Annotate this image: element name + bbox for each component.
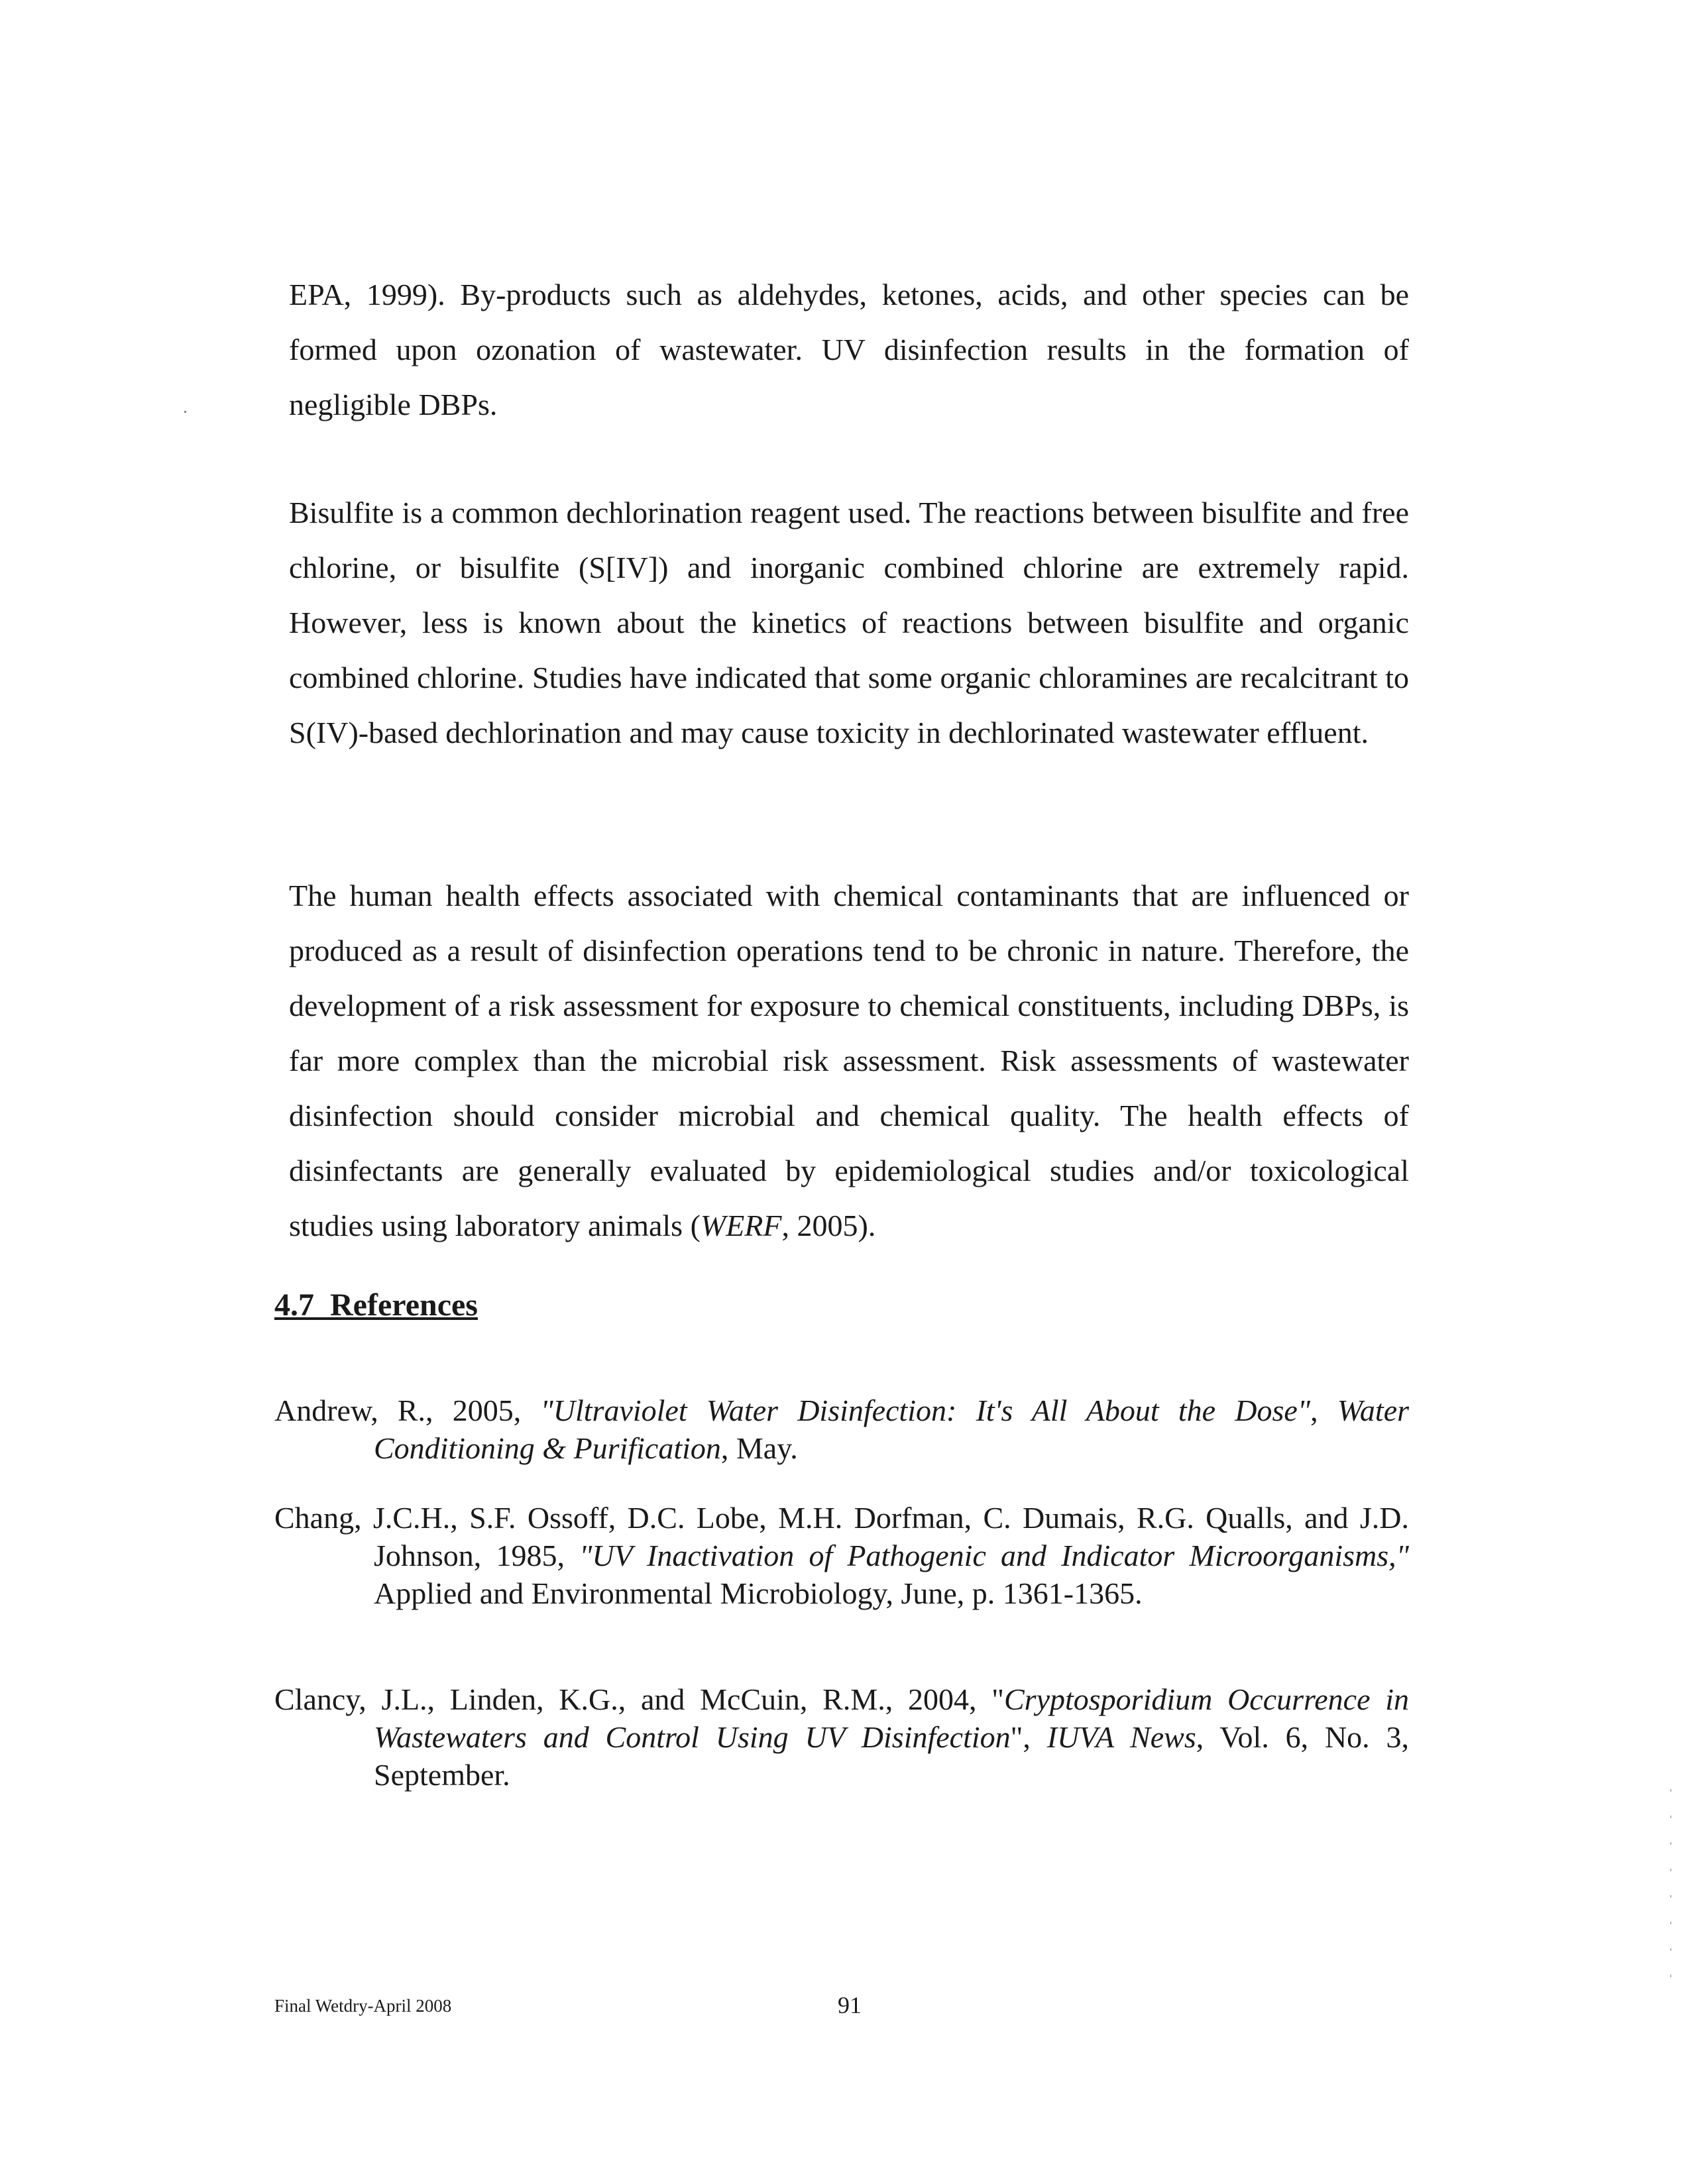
references-heading: 4.7 References (274, 1287, 478, 1323)
body-paragraph-2: Bisulfite is a common dechlorination reagent used. The reactions between bisulfite and free chlorine, or bisulfite (S[IV]) and inorganic combined chlorine are extremely rapid. However, less is known about the kinetics of reactions between bisulfite and organic combined chlorine. Studies have indicated that some organic chloramines are recalcitrant to S(IV)-based dechlorination and may cause toxicity in dechlorinated wastewater effluent. (289, 496, 1409, 749)
reference-authors: Andrew, R., 2005, (274, 1393, 541, 1427)
reference-item (274, 1392, 1409, 1467)
reference-item (274, 1680, 1409, 1794)
reference-mid: , (1310, 1393, 1337, 1427)
reference-mid: ", (1010, 1720, 1047, 1754)
reference-tail: , May. (720, 1431, 798, 1465)
footer-document-label: Final Wetdry-April 2008 (274, 1996, 452, 2016)
citation-werf: WERF (700, 1209, 782, 1242)
reference-mid: Applied and Environmental Microbiology, June, p. 1361-1365. (374, 1576, 1143, 1610)
reference-title: "UV Inactivation of Pathogenic and Indicator Microorganisms," (579, 1539, 1409, 1572)
reference-source: IUVA News (1046, 1720, 1196, 1754)
body-paragraph-3 (289, 868, 1409, 1253)
reference-title: Cryptosporidium Occurrence in Wastewaters and Control Using UV Disinfection (374, 1682, 1409, 1754)
reference-tail: , Vol. 6, No. 3, September. (374, 1720, 1410, 1792)
body-paragraph-1: EPA, 1999). By-products such as aldehydes, ketones, acids, and other species can be formed upon ozonation of wastewater. UV disinfection results in the formation of negligible DBPs. (289, 278, 1409, 421)
scan-speck (184, 411, 186, 413)
page-number: 91 (838, 1992, 862, 2018)
reference-source: Water Conditioning & Purification (374, 1393, 1410, 1465)
scan-edge-marks (1670, 1789, 1671, 1988)
reference-authors: Chang, J.C.H., S.F. Ossoff, D.C. Lobe, M.H. Dorfman, C. Dumais, R.G. Qualls, and J.D. Johnson, 1985, (274, 1501, 1409, 1572)
reference-authors: Clancy, J.L., Linden, K.G., and McCuin, R.M., 2004, " (274, 1682, 1004, 1716)
body-paragraph-3-tail: , 2005). (781, 1209, 876, 1242)
reference-item (274, 1499, 1409, 1612)
reference-title: "Ultraviolet Water Disinfection: It's All About the Dose" (540, 1393, 1311, 1427)
body-paragraph-3-text: The human health effects associated with chemical contaminants that are influenced or produced as a result of disinfection operations tend to be chronic in nature. Therefore, the development of a risk assessment for exposure to chemical constituents, including DBPs, is far more complex than the microbial risk assessment. Risk assessments of wastewater disinfection should consider microbial and chemical quality. The health effects of disinfectants are generally evaluated by epidemiological studies and/or toxicological studies using laboratory animals ( (289, 879, 1409, 1242)
